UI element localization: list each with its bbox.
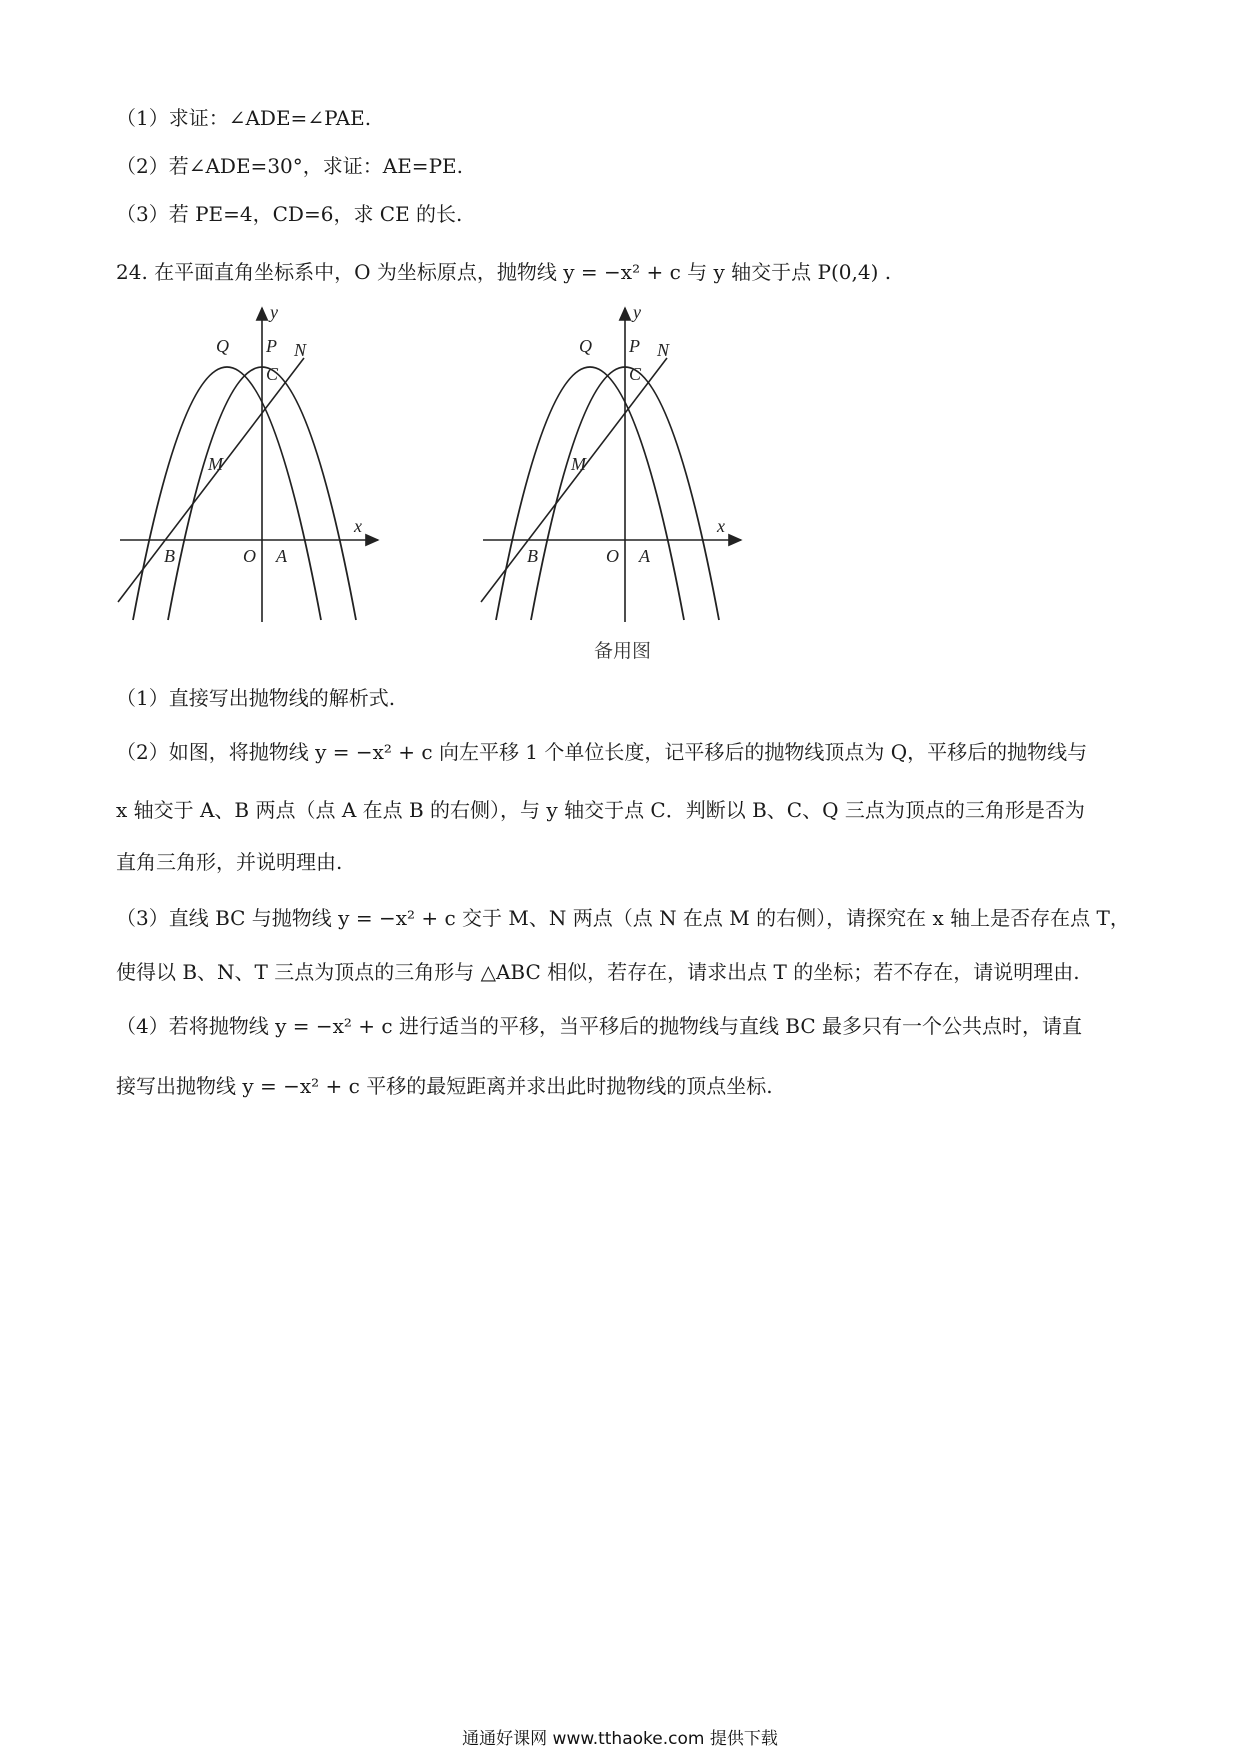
label-a: A: [639, 546, 650, 566]
sub-question-2-line-2: x 轴交于 A、B 两点（点 A 在点 B 的右侧），与 y 轴交于点 C．判断以 B、C、Q 三点为顶点的三角形是否为: [116, 798, 1085, 822]
label-y: y: [633, 302, 641, 322]
label-c: C: [266, 364, 279, 384]
figure-backup: [473, 300, 753, 625]
label-o: O: [243, 546, 256, 566]
label-q: Q: [216, 336, 229, 356]
label-a: A: [276, 546, 287, 566]
label-n: N: [657, 340, 670, 360]
label-m: M: [208, 454, 223, 474]
sub-question-2-line-3: 直角三角形，并说明理由.: [116, 850, 343, 874]
parabola-shifted: [496, 367, 684, 620]
label-p: P: [266, 336, 277, 356]
figure-main: [110, 300, 390, 625]
question-24-stem: 24. 在平面直角坐标系中，O 为坐标原点，抛物线 y = −x² + c 与 y 轴交于点 P(0,4) .: [116, 260, 892, 284]
sub-question-2-line-1: （2）如图，将抛物线 y = −x² + c 向左平移 1 个单位长度，记平移后的抛物线顶点为 Q，平移后的抛物线与: [116, 740, 1088, 764]
prev-part-2: （2）若∠ADE=30°，求证：AE=PE.: [116, 154, 463, 178]
backup-figure-caption: 备用图: [594, 640, 652, 662]
sub-question-3-line-1: （3）直线 BC 与抛物线 y = −x² + c 交于 M、N 两点（点 N 在点 M 的右侧），请探究在 x 轴上是否存在点 T，: [116, 906, 1130, 930]
label-x: x: [717, 516, 725, 536]
prev-part-3: （3）若 PE=4，CD=6，求 CE 的长.: [116, 202, 463, 226]
label-q: Q: [579, 336, 592, 356]
label-o: O: [606, 546, 619, 566]
label-m: M: [571, 454, 586, 474]
sub-question-3-line-2: 使得以 B、N、T 三点为顶点的三角形与 △ABC 相似，若存在，请求出点 T 的坐标；若不存在，请说明理由.: [116, 960, 1080, 984]
sub-question-4-line-1: （4）若将抛物线 y = −x² + c 进行适当的平移，当平移后的抛物线与直线 BC 最多只有一个公共点时，请直: [116, 1014, 1083, 1038]
label-b: B: [164, 546, 175, 566]
label-c: C: [629, 364, 642, 384]
sub-question-1: （1）直接写出抛物线的解析式.: [116, 686, 396, 710]
sub-question-4-line-2: 接写出抛物线 y = −x² + c 平移的最短距离并求出此时抛物线的顶点坐标.: [116, 1074, 773, 1098]
label-p: P: [629, 336, 640, 356]
label-b: B: [527, 546, 538, 566]
label-n: N: [294, 340, 307, 360]
label-x: x: [354, 516, 362, 536]
page-footer: 通通好课网 www.tthaoke.com 提供下载: [462, 1729, 778, 1749]
prev-part-1: （1）求证：∠ADE=∠PAE.: [116, 106, 372, 130]
parabola-shifted: [133, 367, 321, 620]
label-y: y: [270, 302, 278, 322]
figure-main-svg: [110, 300, 390, 625]
figure-backup-svg: [473, 300, 753, 625]
